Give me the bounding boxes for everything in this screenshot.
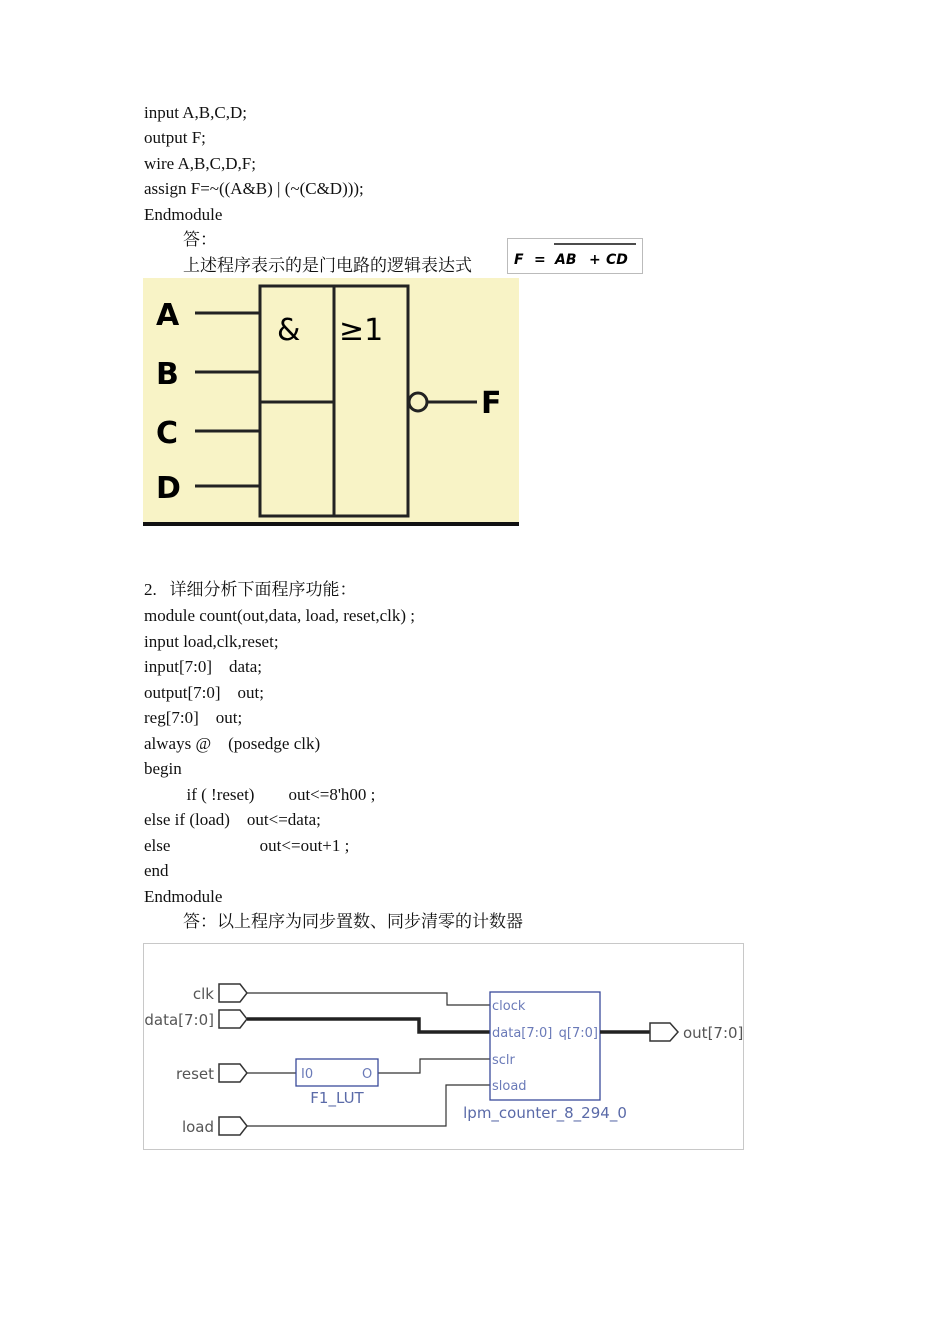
answer-text-2: 答：以上程序为同步置数、同步清零的计数器 — [183, 912, 523, 931]
code-line: end — [144, 861, 169, 880]
code-line: wire A,B,C,D,F; — [144, 154, 256, 173]
lut-in-port: I0 — [301, 1067, 314, 1082]
code-line: module count(out,data, load, reset,clk) ; — [144, 606, 415, 625]
counter-port-data: data[7:0] — [492, 1026, 553, 1041]
pin-label-load: load — [181, 1118, 214, 1136]
formula-eq: = — [534, 252, 546, 268]
answer-label: 答： — [183, 230, 217, 249]
pin-label-clk: clk — [192, 985, 214, 1003]
input-pin-load — [219, 1117, 247, 1135]
lut-name: F1_LUT — [310, 1089, 364, 1107]
formula-plus: + — [589, 252, 601, 268]
formula-lhs: F — [514, 252, 524, 268]
formula-term2: CD — [606, 252, 628, 268]
counter-port-sload: sload — [492, 1079, 527, 1094]
input-label-b: B — [156, 357, 179, 392]
or-symbol: ≥1 — [339, 313, 384, 348]
code-line: output[7:0] out; — [144, 683, 264, 702]
code-line: else if (load) out<=data; — [144, 810, 321, 829]
code-line: input load,clk,reset; — [144, 632, 279, 651]
code-line: input A,B,C,D; — [144, 103, 247, 122]
code-line: if ( !reset) out<=8'h00 ; — [144, 785, 376, 804]
input-pin-clk — [219, 984, 247, 1002]
counter-port-sclr: sclr — [492, 1053, 515, 1068]
pin-label-data: data[7:0] — [144, 1011, 214, 1029]
code-line: begin — [144, 759, 182, 778]
logic-formula — [507, 238, 643, 274]
code-line: else out<=out+1 ; — [144, 836, 350, 855]
formula-term1: AB — [555, 252, 577, 268]
output-label: F — [481, 386, 502, 421]
code-line: Endmodule — [144, 887, 223, 906]
lut-out-port: O — [362, 1067, 373, 1082]
code-line: Endmodule — [144, 205, 223, 224]
counter-port-q: q[7:0] — [558, 1026, 598, 1041]
answer-text: 上述程序表示的是门电路的逻辑表达式 — [183, 256, 472, 275]
code-line: assign F=~((A&B) | (~(C&D))); — [144, 179, 364, 198]
question-heading: 2. 详细分析下面程序功能： — [144, 580, 357, 599]
code-line: always @ (posedge clk) — [144, 734, 321, 753]
code-line: reg[7:0] out; — [144, 708, 243, 727]
pin-label-reset: reset — [176, 1065, 214, 1083]
gate-diagram — [143, 278, 519, 526]
counter-name: lpm_counter_8_294_0 — [463, 1104, 627, 1122]
and-symbol: & — [277, 313, 301, 348]
input-pin-data — [219, 1010, 247, 1028]
code-line: output F; — [144, 128, 206, 147]
code-line: input[7:0] data; — [144, 657, 263, 676]
counter-port-clock: clock — [492, 999, 526, 1014]
output-pin-label: out[7:0] — [683, 1024, 744, 1042]
input-pin-reset — [219, 1064, 247, 1082]
input-label-a: A — [156, 298, 180, 333]
input-label-c: C — [156, 416, 179, 451]
input-label-d: D — [156, 471, 181, 506]
counter-schematic — [143, 943, 744, 1150]
